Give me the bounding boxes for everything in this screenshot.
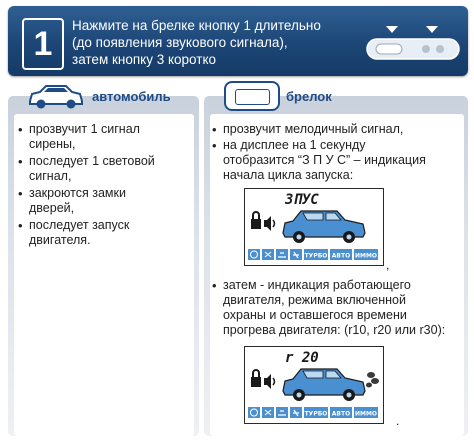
fob-display-graphic (245, 347, 382, 422)
fob-running-list (212, 278, 462, 338)
list-line: • закроются замки (29, 186, 126, 200)
turbo-label: ТУРБО (304, 410, 328, 418)
fob-display-graphic (245, 189, 382, 264)
instruction-text (72, 17, 352, 68)
car-events-list (18, 122, 194, 250)
lock-icon (251, 370, 261, 387)
display2-trailing: . (396, 414, 400, 428)
list-item (212, 138, 462, 183)
suv-icon (283, 369, 365, 401)
list-line: двигателя, режима включенной (223, 293, 406, 307)
list-line: начала цикла запуска: (223, 168, 354, 182)
list-item (212, 122, 462, 137)
fob-column-header (224, 84, 464, 108)
list-line: прогрева двигателя: (r10, r20 или r30): (223, 323, 446, 337)
list-item (18, 218, 194, 248)
list-item (18, 186, 194, 216)
fob-display-running (244, 346, 384, 424)
fob-display-start (244, 188, 384, 266)
car-column-title: автомобиль (92, 88, 171, 104)
list-line: сирены, (29, 137, 76, 151)
list-line: сигнал, (29, 169, 72, 183)
suv-icon (283, 211, 365, 243)
auto-label: АВТО (331, 410, 351, 418)
status-icon-row (248, 407, 378, 418)
display-text: ЗПУС (285, 192, 319, 208)
turbo-label: ТУРБО (304, 252, 328, 260)
key-fob-icon (224, 81, 280, 111)
list-line: двигателя. (29, 233, 91, 247)
list-line: • последует 1 световой (29, 154, 155, 168)
exhaust-smoke-icon (366, 372, 379, 388)
list-line: охраны и оставшегося времени (223, 308, 407, 322)
remote-control-icon (364, 22, 462, 66)
list-line: • затем - индикация работающего (223, 278, 411, 292)
fob-column-title: брелок (286, 88, 332, 104)
immo-label: ИММО (354, 410, 378, 418)
list-line: • прозвучит 1 сигнал (29, 122, 140, 136)
auto-label: АВТО (331, 252, 351, 260)
list-line: отобразится “З П У С” – индикация (223, 153, 426, 167)
list-item (18, 122, 194, 152)
speaker-icon (264, 374, 275, 389)
instruction-banner (8, 6, 468, 76)
display1-trailing: , (386, 258, 390, 272)
list-item (212, 278, 462, 338)
instruction-line: Нажмите на брелке кнопку 1 длительно (72, 18, 321, 33)
instruction-line: (до появления звукового сигнала), (72, 35, 288, 50)
car-column-header (26, 84, 196, 108)
instruction-line: затем кнопку 3 коротко (72, 52, 217, 67)
immo-label: ИММО (354, 252, 378, 260)
list-line: • последует запуск (29, 218, 130, 232)
list-line: дверей, (29, 201, 75, 215)
list-line: • на дисплее на 1 секунду (223, 138, 366, 152)
display-text: r 20 (285, 350, 319, 366)
step-number: 1 (22, 18, 64, 70)
fob-events-list (212, 122, 462, 183)
status-icon-row (248, 249, 378, 260)
lock-icon (251, 212, 261, 229)
car-icon (26, 81, 86, 111)
speaker-icon (264, 216, 275, 231)
list-item (18, 154, 194, 184)
list-line: • прозвучит мелодичный сигнал, (223, 122, 404, 136)
